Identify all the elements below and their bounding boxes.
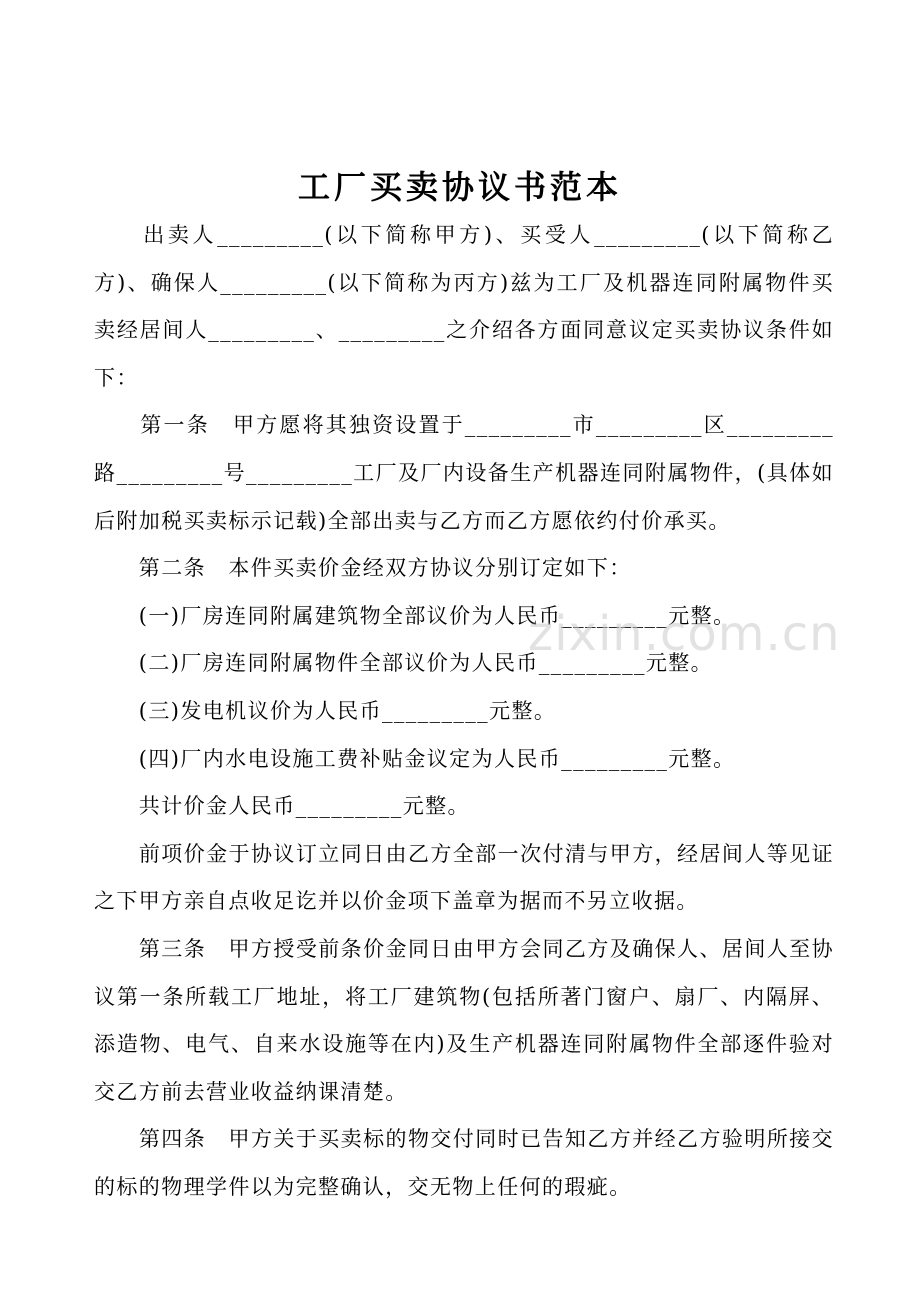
watermark: zixin.com.cn (528, 606, 841, 662)
paragraph-article-2: 第二条 本件买卖价金经双方协议分别订定如下： (94, 556, 632, 581)
paragraph-price-total: 共计价金人民币_________元整。 (94, 794, 470, 819)
paragraph-article-3: 第三条 甲方授受前条价金同日由甲方会同乙方及确保人、居间人至协议第一条所载工厂地址，将工厂建筑物(包括所著门窗户、扇厂、内隔屏、添造物、电气、自来水设施等在内)及生产机器连同附属物件全部逐件验对交乙方前去营业收益纳课清楚。 (94, 936, 834, 1104)
paragraph-price-item-3: (三)发电机议价为人民币_________元整。 (94, 698, 557, 723)
paragraph-article-1: 第一条 甲方愿将其独资设置于_________市_________区_________路_________号_________工厂及厂内设备生产机器连同附属物件，(具体如后附加税买卖标示记载)全部出卖与乙方而乙方愿依约付价承买。 (94, 413, 834, 533)
paragraph-parties: 出卖人_________(以下简称甲方)、买受人_________(以下简称乙方)、确保人_________(以下简称为丙方)兹为工厂及机器连同附属物件买卖经居间人_________、_________之介绍各方面同意议定买卖协议条件如下： (94, 223, 834, 390)
document-title: 工厂买卖协议书范本 (297, 168, 622, 206)
paragraph-payment: 前项价金于协议订立同日由乙方全部一次付清与甲方，经居间人等见证之下甲方亲自点收足讫并以价金项下盖章为据而不另立收据。 (94, 841, 834, 914)
paragraph-price-item-1: (一)厂房连同附属建筑物全部议价为人民币_________元整。 (94, 603, 736, 628)
document-body (94, 212, 834, 1211)
paragraph-price-item-4: (四)厂内水电设施工费补贴金议定为人民币_________元整。 (94, 746, 736, 771)
paragraph-article-4: 第四条 甲方关于买卖标的物交付同时已告知乙方并经乙方验明所接交的标的物理学件以为完整确认，交无物上任何的瑕疵。 (94, 1127, 834, 1199)
paragraph-price-item-2: (二)厂房连同附属物件全部议价为人民币_________元整。 (94, 651, 714, 676)
